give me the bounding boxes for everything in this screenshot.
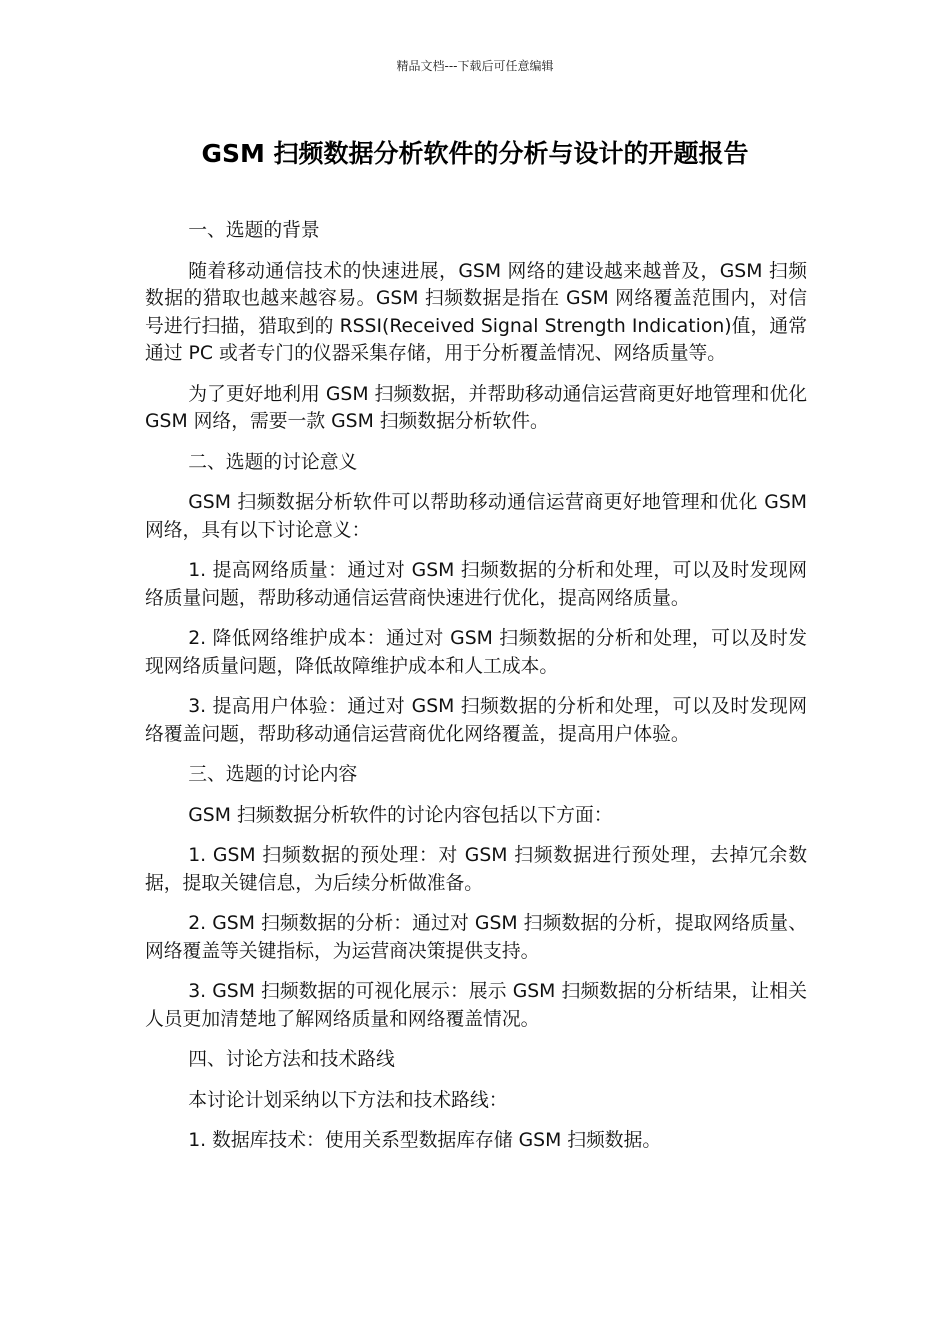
- list-item-methods-1: 1. 数据库技术：使用关系型数据库存储 GSM 扫频数据。: [188, 1130, 662, 1151]
- paragraph-background-1: 随着移动通信技术的快速进展，GSM 网络的建设越来越普及，GSM 扫频数据的猎取也越来越容易。GSM 扫频数据是指在 GSM 网络覆盖范围内，对信号进行扫描，猎取到的 RSSI(Received Signal Strength Indication)值，通常通过 PC 或者专门的仪器采集存储，用于分析覆盖情况、网络质量等。: [145, 260, 807, 364]
- paragraph-methods-intro: 本讨论计划采纳以下方法和技术路线：: [188, 1089, 508, 1111]
- paragraph-background-2: 为了更好地利用 GSM 扫频数据，并帮助移动通信运营商更好地管理和优化 GSM 网络，需要一款 GSM 扫频数据分析软件。: [145, 383, 807, 432]
- paragraph-content-intro: GSM 扫频数据分析软件的讨论内容包括以下方面：: [188, 804, 613, 826]
- header-note: 精品文档---下载后可任意编辑: [396, 59, 554, 73]
- section-heading-background: 一、选题的背景: [188, 220, 320, 241]
- list-item-content-1: 1. GSM 扫频数据的预处理：对 GSM 扫频数据进行预处理，去掉冗余数据，提取关键信息，为后续分析做准备。: [145, 845, 807, 894]
- paragraph-significance-intro: GSM 扫频数据分析软件可以帮助移动通信运营商更好地管理和优化 GSM 网络，具有以下讨论意义：: [145, 492, 807, 541]
- document-body: [145, 217, 807, 1168]
- section-heading-content: 三、选题的讨论内容: [188, 764, 358, 785]
- list-item-significance-3: 3. 提高用户体验：通过对 GSM 扫频数据的分析和处理，可以及时发现网络覆盖问题，帮助移动通信运营商优化网络覆盖，提高用户体验。: [145, 696, 807, 745]
- document-title: GSM 扫频数据分析软件的分析与设计的开题报告: [201, 139, 749, 168]
- list-item-significance-1: 1. 提高网络质量：通过对 GSM 扫频数据的分析和处理，可以及时发现网络质量问题，帮助移动通信运营商快速进行优化，提高网络质量。: [145, 560, 807, 609]
- list-item-significance-2: 2. 降低网络维护成本：通过对 GSM 扫频数据的分析和处理，可以及时发现网络质量问题，降低故障维护成本和人工成本。: [145, 628, 807, 677]
- list-item-content-3: 3. GSM 扫频数据的可视化展示：展示 GSM 扫频数据的分析结果，让相关人员更加清楚地了解网络质量和网络覆盖情况。: [145, 981, 807, 1030]
- section-heading-significance: 二、选题的讨论意义: [188, 451, 358, 473]
- section-heading-methods: 四、讨论方法和技术路线: [188, 1049, 395, 1070]
- list-item-content-2: 2. GSM 扫频数据的分析：通过对 GSM 扫频数据的分析，提取网络质量、网络覆盖等关键指标，为运营商决策提供支持。: [145, 913, 807, 962]
